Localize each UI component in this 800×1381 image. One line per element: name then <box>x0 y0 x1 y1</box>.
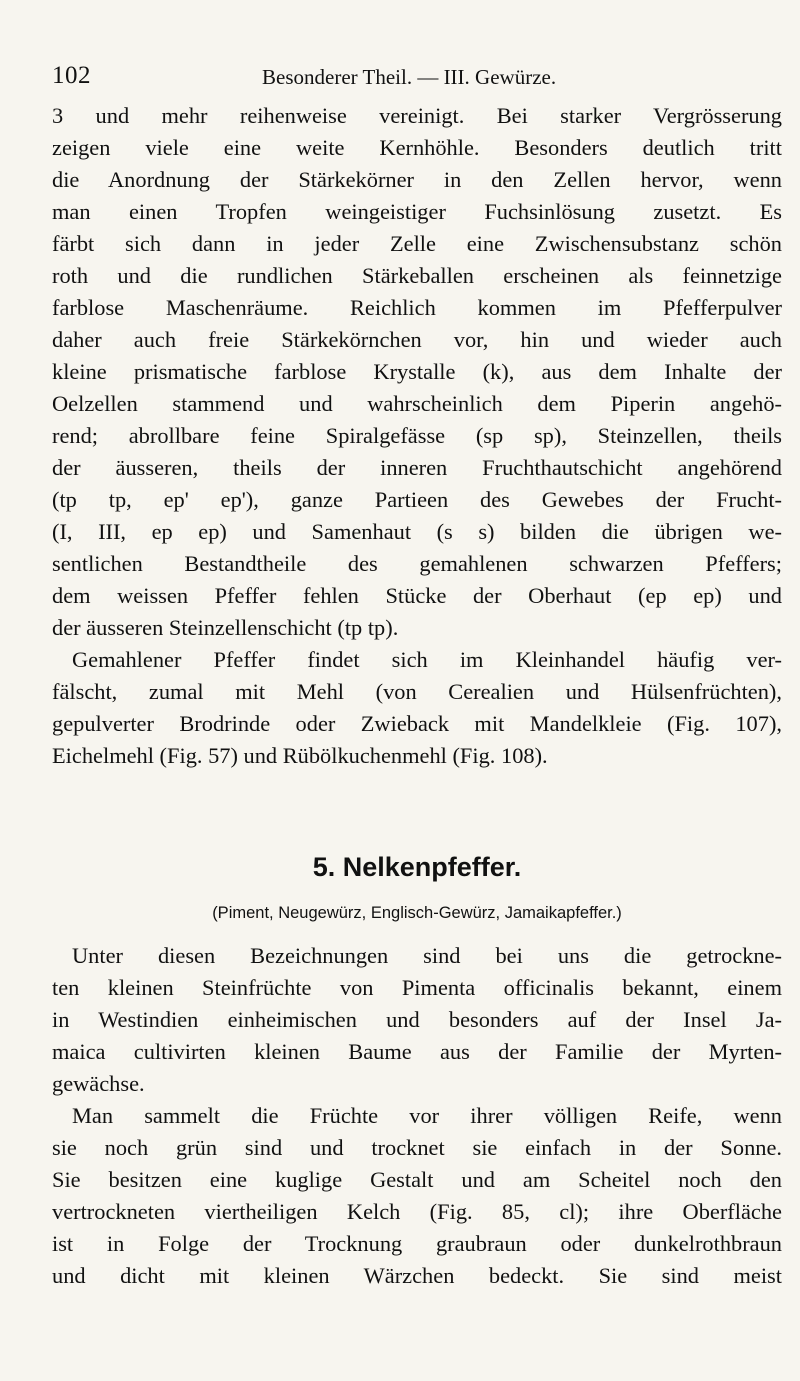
text-line: rend; abrollbare feine Spiralgefässe (sp sp), Steinzellen, theils <box>52 423 782 448</box>
text-line: farblose Maschenräume. Reichlich kommen im Pfefferpulver <box>52 295 782 320</box>
text-line: die Anordnung der Stärkekörner in den Zellen hervor, wenn <box>52 167 782 192</box>
page-number: 102 <box>52 62 91 89</box>
text-line: daher auch freie Stärkekörnchen vor, hin und wieder auch <box>52 327 782 352</box>
paragraph-3 <box>52 940 782 1100</box>
text-line: (tp tp, ep' ep'), ganze Partieen des Gewebes der Frucht- <box>52 487 782 512</box>
paragraph-4 <box>52 1100 782 1292</box>
text-line: roth und die rundlichen Stärkeballen erscheinen als feinnetzige <box>52 263 782 288</box>
text-line: maica cultivirten kleinen Baume aus der Familie der Myrten- <box>52 1039 782 1064</box>
text-line: und dicht mit kleinen Wärzchen bedeckt. Sie sind meist <box>52 1263 782 1288</box>
text-line: ten kleinen Steinfrüchte von Pimenta officinalis bekannt, einem <box>52 975 782 1000</box>
text-line: sie noch grün sind und trocknet sie einfach in der Sonne. <box>52 1135 782 1160</box>
text-line: man einen Tropfen weingeistiger Fuchsinlösung zusetzt. Es <box>52 199 782 224</box>
text-line: der äusseren Steinzellenschicht (tp tp). <box>52 615 399 640</box>
text-line: gepulverter Brodrinde oder Zwieback mit Mandelkleie (Fig. 107), <box>52 711 782 736</box>
text-line: Oelzellen stammend und wahrscheinlich dem Piperin angehö- <box>52 391 782 416</box>
section-heading: 5. Nelkenpfeffer. <box>312 852 522 882</box>
text-line: Sie besitzen eine kuglige Gestalt und am Scheitel noch den <box>52 1167 782 1192</box>
text-line: färbt sich dann in jeder Zelle eine Zwischensubstanz schön <box>52 231 782 256</box>
text-line: dem weissen Pfeffer fehlen Stücke der Oberhaut (ep ep) und <box>52 583 782 608</box>
text-line: kleine prismatische farblose Krystalle (k), aus dem Inhalte der <box>52 359 782 384</box>
section-body <box>52 940 782 1292</box>
section-synonyms: (Piment, Neugewürz, Englisch-Gewürz, Jamaikapfeffer.) <box>212 904 622 922</box>
text-line: Man sammelt die Früchte vor ihrer völligen Reife, wenn <box>72 1103 782 1128</box>
text-line: zeigen viele eine weite Kernhöhle. Besonders deutlich tritt <box>52 135 782 160</box>
paragraph-2 <box>52 644 782 772</box>
text-line: Unter diesen Bezeichnungen sind bei uns die getrockne- <box>72 943 782 968</box>
text-line: ist in Folge der Trocknung graubraun oder dunkelrothbraun <box>52 1231 782 1256</box>
text-line: (I, III, ep ep) und Samenhaut (s s) bilden die übrigen we- <box>52 519 782 544</box>
page-header <box>52 62 772 92</box>
running-head: Besonderer Theil. — III. Gewürze. <box>262 65 557 89</box>
text-line: fälscht, zumal mit Mehl (von Cerealien und Hülsenfrüchten), <box>52 679 782 704</box>
text-line: gewächse. <box>52 1071 145 1096</box>
body-text <box>52 100 782 1288</box>
text-line: der äusseren, theils der inneren Fruchthautschicht angehörend <box>52 455 782 480</box>
text-line: 3 und mehr reihenweise vereinigt. Bei starker Vergrösserung <box>52 103 782 128</box>
paragraph-1 <box>52 100 782 644</box>
text-line: vertrockneten viertheiligen Kelch (Fig. 85, cl); ihre Oberfläche <box>52 1199 782 1224</box>
text-line: sentlichen Bestandtheile des gemahlenen schwarzen Pfeffers; <box>52 551 782 576</box>
text-line: Gemahlener Pfeffer findet sich im Kleinhandel häufig ver- <box>72 647 782 672</box>
text-line: in Westindien einheimischen und besonders auf der Insel Ja- <box>52 1007 782 1032</box>
text-line: Eichelmehl (Fig. 57) und Rübölkuchenmehl (Fig. 108). <box>52 743 548 768</box>
